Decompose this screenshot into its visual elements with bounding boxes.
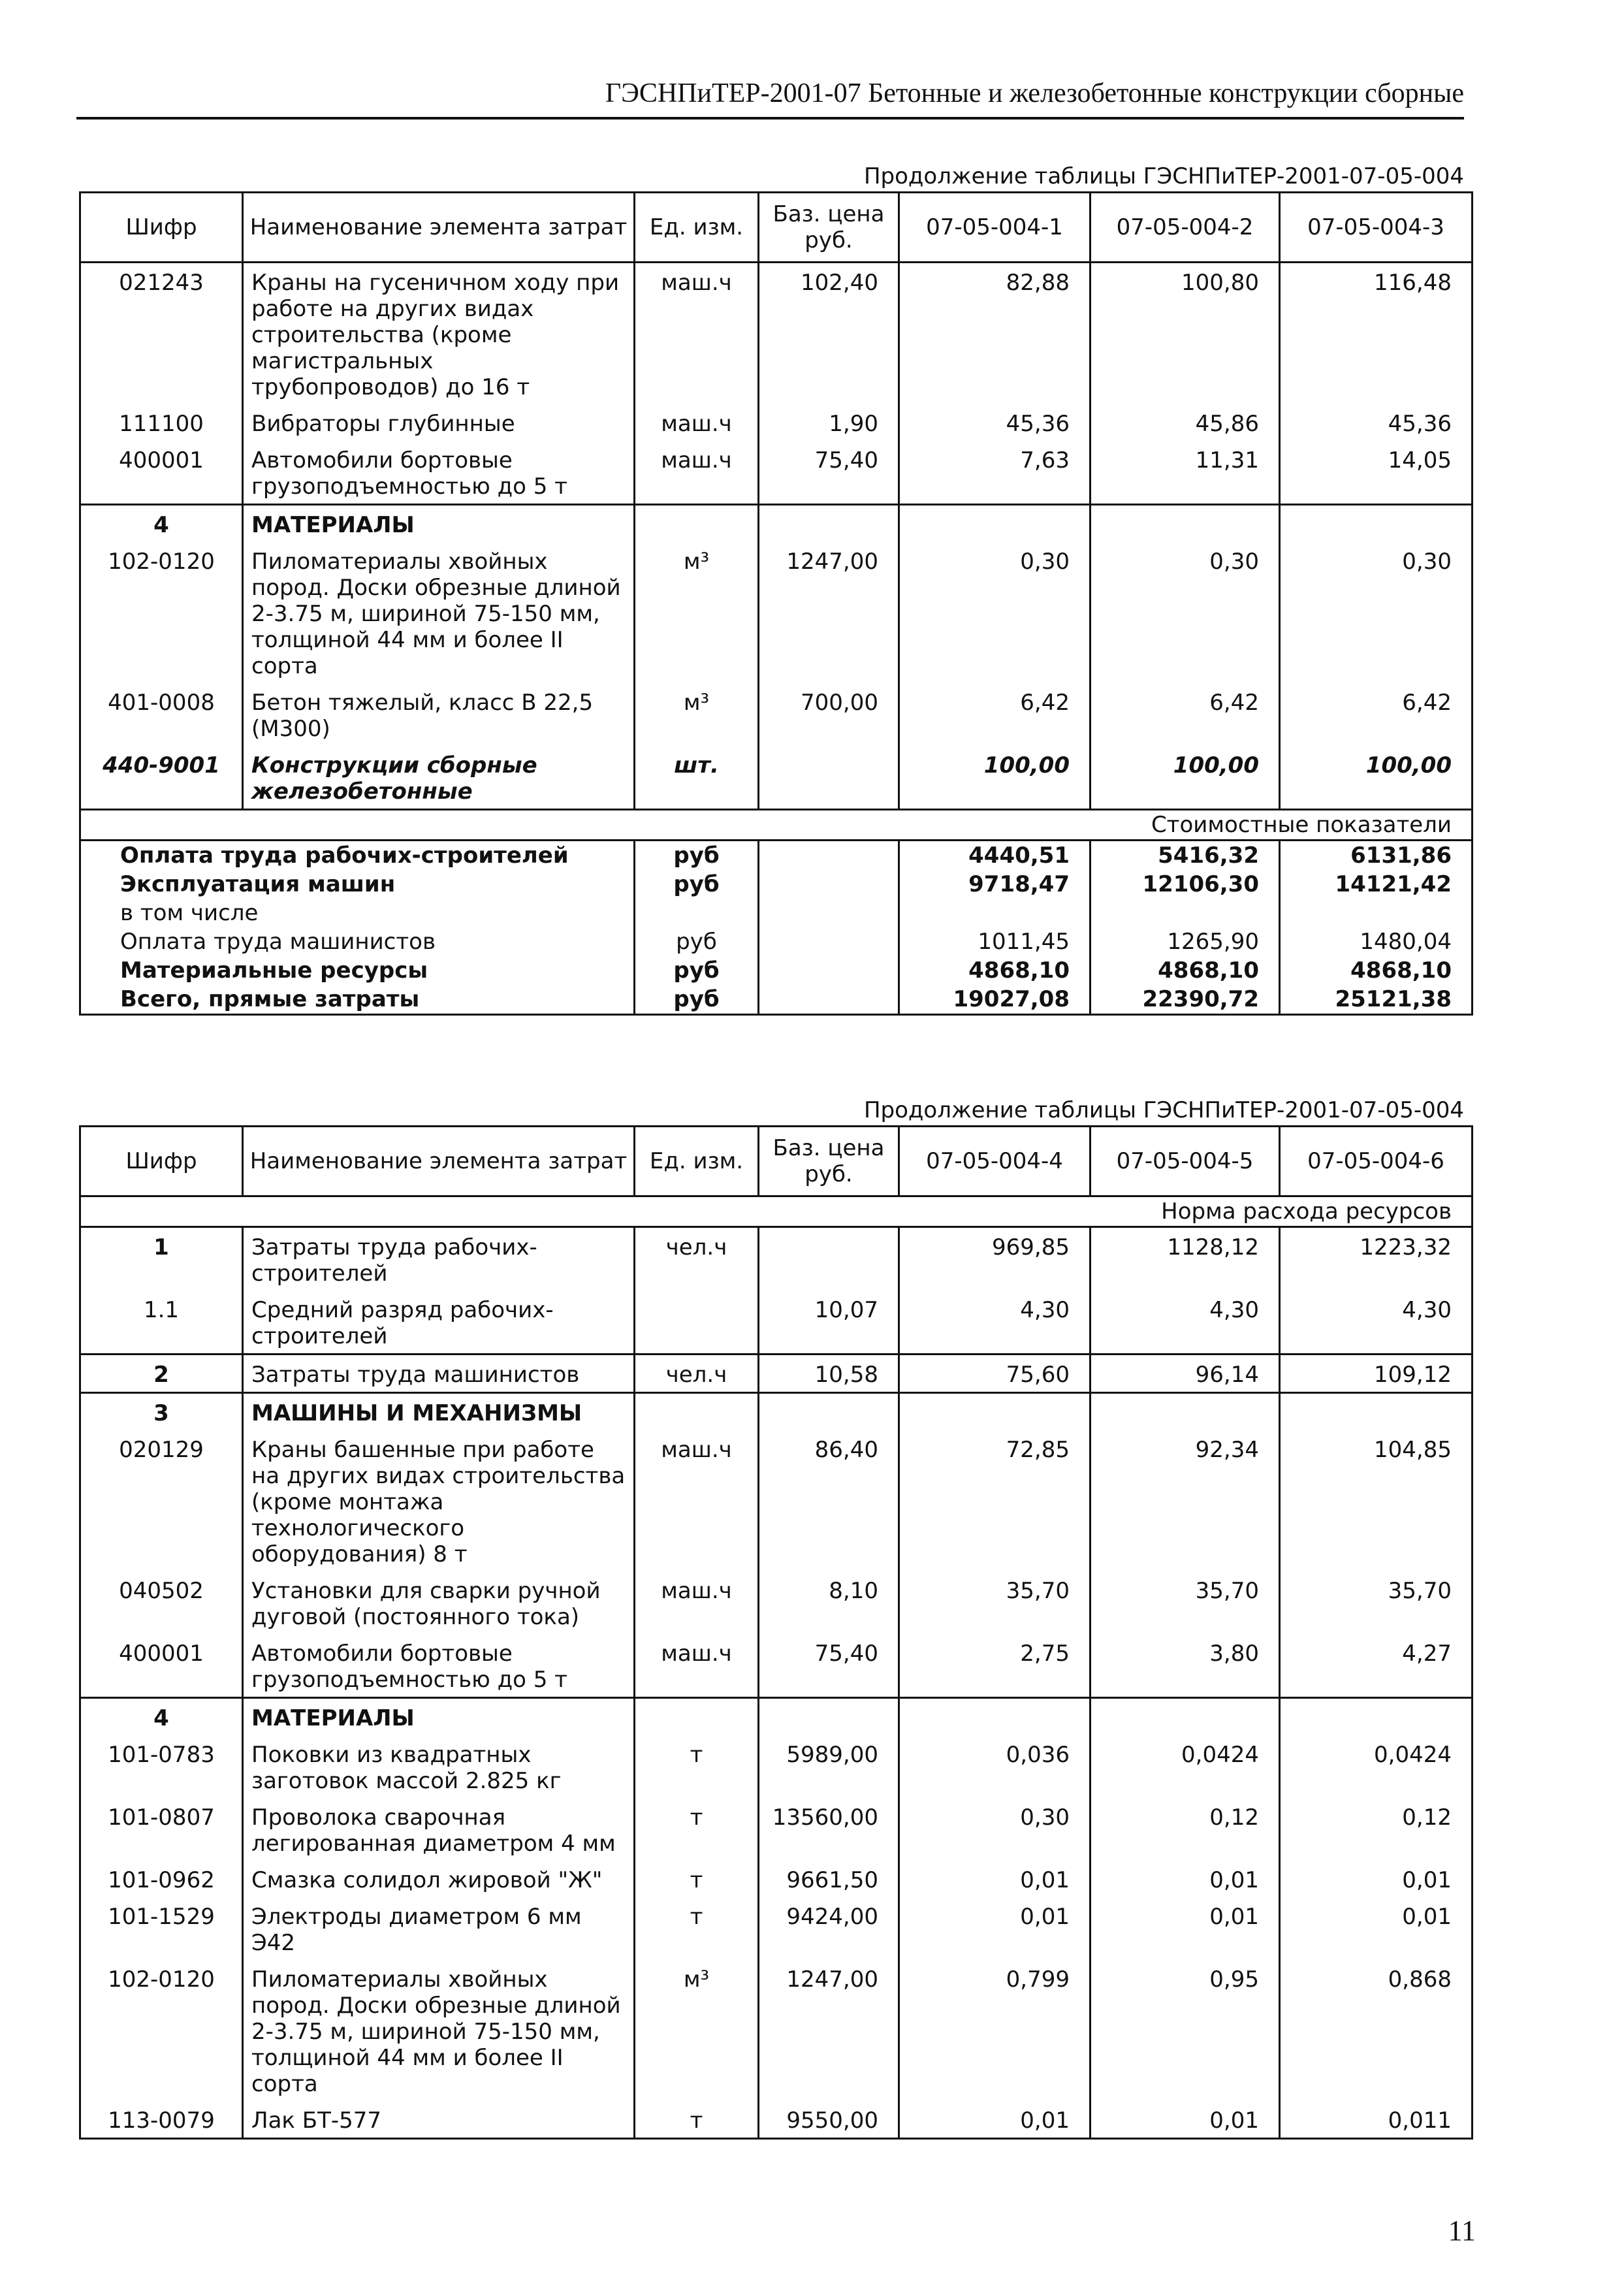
row-price: 8,10 [759, 1571, 899, 1634]
table-row [80, 1634, 1473, 1698]
row-name: Краны башенные при работе на других видах строительства (кроме монтажа технологического оборудования) 8 т [243, 1430, 635, 1571]
row-name: Вибраторы глубинные [243, 404, 635, 441]
row-price: 13560,00 [759, 1798, 899, 1861]
row-name: Затраты труда рабочих-строителей [243, 1227, 635, 1291]
row-v2: 96,14 [1091, 1355, 1280, 1393]
table2 [79, 1125, 1473, 2140]
cost-indicators-band: Стоимостные показатели [80, 810, 1473, 841]
row-code: 440-9001 [80, 746, 243, 810]
band-row [80, 1196, 1473, 1227]
row-name: Автомобили бортовые грузоподъемностью до 5 т [243, 441, 635, 505]
summary-unit: руб [635, 870, 759, 899]
row-v2: 6,42 [1091, 683, 1280, 746]
summary-v2: 5416,32 [1091, 841, 1280, 871]
summary-v3: 6131,86 [1280, 841, 1473, 871]
row-v2: 35,70 [1091, 1571, 1280, 1634]
row-v1: 72,85 [899, 1430, 1091, 1571]
summary-v3: 4868,10 [1280, 956, 1473, 985]
row-unit: маш.ч [635, 441, 759, 505]
row-v1: 0,01 [899, 1897, 1091, 1960]
section-row [80, 1698, 1473, 1736]
row-name: Проволока сварочная легированная диаметром 4 мм [243, 1798, 635, 1861]
row-v3: 0,12 [1280, 1798, 1473, 1861]
row-v2: 0,01 [1091, 1897, 1280, 1960]
row-v1: 969,85 [899, 1227, 1091, 1291]
row-unit: чел.ч [635, 1355, 759, 1393]
summary-unit: руб [635, 841, 759, 871]
table-row [80, 1897, 1473, 1960]
row-v1: 6,42 [899, 683, 1091, 746]
row-v2: 4,30 [1091, 1291, 1280, 1355]
table1-header-row [80, 193, 1473, 263]
summary-label: Всего, прямые затраты [80, 985, 635, 1015]
row-v3: 4,27 [1280, 1634, 1473, 1698]
row-unit: маш.ч [635, 263, 759, 405]
table-row [80, 1735, 1473, 1798]
row-code: 1.1 [80, 1291, 243, 1355]
row-code: 102-0120 [80, 542, 243, 683]
row-name: Затраты труда машинистов [243, 1355, 635, 1393]
row-name: Лак БТ-577 [243, 2101, 635, 2139]
row-code: 4 [80, 1698, 243, 1736]
row-unit: т [635, 1897, 759, 1960]
row-price: 9424,00 [759, 1897, 899, 1960]
row-unit: маш.ч [635, 1571, 759, 1634]
row-v3: 1223,32 [1280, 1227, 1473, 1291]
row-code: 102-0120 [80, 1960, 243, 2101]
row-name: Краны на гусеничном ходу при работе на других видах строительства (кроме магистральных трубопроводов) до 16 т [243, 263, 635, 405]
row-price [759, 1227, 899, 1291]
row-unit: маш.ч [635, 1430, 759, 1571]
summary-label: Оплата труда рабочих-строителей [80, 841, 635, 871]
row-v1: 0,30 [899, 1798, 1091, 1861]
row-name: Поковки из квадратных заготовок массой 2.825 кг [243, 1735, 635, 1798]
col-price-header: Баз. цена руб. [759, 1127, 899, 1196]
row-v3: 100,00 [1280, 746, 1473, 810]
row-v1: 82,88 [899, 263, 1091, 405]
summary-v1: 4440,51 [899, 841, 1091, 871]
row-unit: маш.ч [635, 404, 759, 441]
resource-norm-band: Норма расхода ресурсов [80, 1196, 1473, 1227]
row-unit: т [635, 1861, 759, 1897]
row-unit: м³ [635, 683, 759, 746]
row-v2: 0,30 [1091, 542, 1280, 683]
row-price: 5989,00 [759, 1735, 899, 1798]
col-v3-header: 07-05-004-3 [1280, 193, 1473, 263]
row-code: 101-0962 [80, 1861, 243, 1897]
summary-row [80, 927, 1473, 956]
row-unit: чел.ч [635, 1227, 759, 1291]
col-code-header: Шифр [80, 1127, 243, 1196]
header-rule [76, 117, 1464, 120]
row-v2: 0,01 [1091, 1861, 1280, 1897]
row-v1: 0,30 [899, 542, 1091, 683]
row-v2: 100,00 [1091, 746, 1280, 810]
row-v3: 0,30 [1280, 542, 1473, 683]
section-title: МАШИНЫ И МЕХАНИЗМЫ [243, 1393, 635, 1431]
col-name-header: Наименование элемента затрат [243, 193, 635, 263]
summary-row [80, 985, 1473, 1015]
row-v3: 6,42 [1280, 683, 1473, 746]
row-name: Пиломатериалы хвойных пород. Доски обрезные длиной 2-3.75 м, шириной 75-150 мм, толщиной 44 мм и более II сорта [243, 542, 635, 683]
table1-caption: Продолжение таблицы ГЭСНПиТЕР-2001-07-05-004 [863, 163, 1464, 189]
table-row [80, 404, 1473, 441]
row-price: 10,58 [759, 1355, 899, 1393]
row-name: Электроды диаметром 6 мм Э42 [243, 1897, 635, 1960]
summary-row [80, 841, 1473, 871]
row-code: 111100 [80, 404, 243, 441]
row-code: 401-0008 [80, 683, 243, 746]
row-code: 040502 [80, 1571, 243, 1634]
row-v1: 0,036 [899, 1735, 1091, 1798]
summary-row [80, 870, 1473, 899]
row-unit: шт. [635, 746, 759, 810]
col-unit-header: Ед. изм. [635, 1127, 759, 1196]
row-v3: 0,01 [1280, 1861, 1473, 1897]
summary-label: Эксплуатация машин [80, 870, 635, 899]
table-row [80, 2101, 1473, 2139]
col-v1-header: 07-05-004-1 [899, 193, 1091, 263]
row-unit: т [635, 1735, 759, 1798]
summary-unit: руб [635, 927, 759, 956]
row-name: Средний разряд рабочих-строителей [243, 1291, 635, 1355]
table-row [80, 1571, 1473, 1634]
row-v1: 0,01 [899, 1861, 1091, 1897]
row-code: 113-0079 [80, 2101, 243, 2139]
row-name: Автомобили бортовые грузоподъемностью до 5 т [243, 1634, 635, 1698]
row-price: 75,40 [759, 1634, 899, 1698]
row-v2: 92,34 [1091, 1430, 1280, 1571]
row-price: 75,40 [759, 441, 899, 505]
row-price: 102,40 [759, 263, 899, 405]
row-v3: 104,85 [1280, 1430, 1473, 1571]
row-v1: 75,60 [899, 1355, 1091, 1393]
summary-label: Материальные ресурсы [80, 956, 635, 985]
section-row [80, 1393, 1473, 1431]
summary-v1: 9718,47 [899, 870, 1091, 899]
col-v1-header: 07-05-004-4 [899, 1127, 1091, 1196]
table1 [79, 191, 1473, 1016]
page-header: ГЭСНПиТЕР-2001-07 Бетонные и железобетонные конструкции сборные [605, 78, 1464, 108]
col-v2-header: 07-05-004-5 [1091, 1127, 1280, 1196]
row-code: 1 [80, 1227, 243, 1291]
row-name: Пиломатериалы хвойных пород. Доски обрезные длиной 2-3.75 м, шириной 75-150 мм, толщиной 44 мм и более II сорта [243, 1960, 635, 2101]
table-row [80, 1291, 1473, 1355]
summary-v1: 1011,45 [899, 927, 1091, 956]
row-price: 1247,00 [759, 1960, 899, 2101]
summary-v2: 4868,10 [1091, 956, 1280, 985]
col-code-header: Шифр [80, 193, 243, 263]
row-v2: 11,31 [1091, 441, 1280, 505]
row-unit: т [635, 2101, 759, 2139]
row-price: 10,07 [759, 1291, 899, 1355]
table-row [80, 1960, 1473, 2101]
table-row [80, 1798, 1473, 1861]
row-price: 86,40 [759, 1430, 899, 1571]
row-price: 9661,50 [759, 1861, 899, 1897]
row-unit: маш.ч [635, 1634, 759, 1698]
table-row [80, 441, 1473, 505]
table-row [80, 1355, 1473, 1393]
col-name-header: Наименование элемента затрат [243, 1127, 635, 1196]
summary-v3: 14121,42 [1280, 870, 1473, 899]
row-v3: 0,0424 [1280, 1735, 1473, 1798]
page-number: 11 [1448, 2215, 1476, 2247]
row-price: 1,90 [759, 404, 899, 441]
row-v2: 0,95 [1091, 1960, 1280, 2101]
summary-v1: 4868,10 [899, 956, 1091, 985]
row-v3: 0,011 [1280, 2101, 1473, 2139]
row-code: 021243 [80, 263, 243, 405]
summary-row [80, 899, 1473, 927]
row-price: 1247,00 [759, 542, 899, 683]
table-row [80, 1861, 1473, 1897]
table2-header-row [80, 1127, 1473, 1196]
section-row [80, 505, 1473, 543]
row-v2: 100,80 [1091, 263, 1280, 405]
col-v2-header: 07-05-004-2 [1091, 193, 1280, 263]
summary-unit: руб [635, 985, 759, 1015]
section-title: МАТЕРИАЛЫ [243, 1698, 635, 1736]
row-price: 700,00 [759, 683, 899, 746]
table-row [80, 542, 1473, 683]
table-row [80, 263, 1473, 405]
row-code: 101-1529 [80, 1897, 243, 1960]
summary-row [80, 956, 1473, 985]
row-unit: м³ [635, 1960, 759, 2101]
summary-v3: 1480,04 [1280, 927, 1473, 956]
row-v2: 45,86 [1091, 404, 1280, 441]
row-name: Конструкции сборные железобетонные [243, 746, 635, 810]
row-v3: 35,70 [1280, 1571, 1473, 1634]
table-row [80, 683, 1473, 746]
row-code: 101-0807 [80, 1798, 243, 1861]
summary-v3: 25121,38 [1280, 985, 1473, 1015]
summary-v2: 22390,72 [1091, 985, 1280, 1015]
row-v3: 116,48 [1280, 263, 1473, 405]
summary-v1: 19027,08 [899, 985, 1091, 1015]
row-v3: 0,868 [1280, 1960, 1473, 2101]
row-code: 2 [80, 1355, 243, 1393]
summary-v2: 12106,30 [1091, 870, 1280, 899]
table2-caption: Продолжение таблицы ГЭСНПиТЕР-2001-07-05-004 [863, 1097, 1464, 1123]
table-row [80, 1430, 1473, 1571]
row-unit [635, 1291, 759, 1355]
row-code: 101-0783 [80, 1735, 243, 1798]
row-code: 020129 [80, 1430, 243, 1571]
row-v1: 0,01 [899, 2101, 1091, 2139]
row-v2: 3,80 [1091, 1634, 1280, 1698]
row-name: Смазка солидол жировой "Ж" [243, 1861, 635, 1897]
summary-v2: 1265,90 [1091, 927, 1280, 956]
row-code: 400001 [80, 441, 243, 505]
section-title: МАТЕРИАЛЫ [243, 505, 635, 543]
row-v3: 0,01 [1280, 1897, 1473, 1960]
row-v1: 0,799 [899, 1960, 1091, 2101]
row-v1: 7,63 [899, 441, 1091, 505]
row-v1: 4,30 [899, 1291, 1091, 1355]
table-row [80, 746, 1473, 810]
row-v1: 100,00 [899, 746, 1091, 810]
row-v2: 0,01 [1091, 2101, 1280, 2139]
row-name: Бетон тяжелый, класс В 22,5 (М300) [243, 683, 635, 746]
row-v1: 45,36 [899, 404, 1091, 441]
row-v3: 45,36 [1280, 404, 1473, 441]
row-v1: 35,70 [899, 1571, 1091, 1634]
row-v3: 4,30 [1280, 1291, 1473, 1355]
row-unit: м³ [635, 542, 759, 683]
row-code: 3 [80, 1393, 243, 1431]
col-price-header: Баз. цена руб. [759, 193, 899, 263]
summary-label: в том числе [80, 899, 635, 927]
row-v1: 2,75 [899, 1634, 1091, 1698]
band-row [80, 810, 1473, 841]
row-v3: 109,12 [1280, 1355, 1473, 1393]
col-unit-header: Ед. изм. [635, 193, 759, 263]
row-v2: 0,12 [1091, 1798, 1280, 1861]
row-unit: т [635, 1798, 759, 1861]
row-code: 400001 [80, 1634, 243, 1698]
summary-unit: руб [635, 956, 759, 985]
row-v2: 0,0424 [1091, 1735, 1280, 1798]
table-row [80, 1227, 1473, 1291]
row-price [759, 746, 899, 810]
row-code: 4 [80, 505, 243, 543]
row-v2: 1128,12 [1091, 1227, 1280, 1291]
row-name: Установки для сварки ручной дуговой (постоянного тока) [243, 1571, 635, 1634]
col-v3-header: 07-05-004-6 [1280, 1127, 1473, 1196]
summary-label: Оплата труда машинистов [80, 927, 635, 956]
row-v3: 14,05 [1280, 441, 1473, 505]
row-price: 9550,00 [759, 2101, 899, 2139]
